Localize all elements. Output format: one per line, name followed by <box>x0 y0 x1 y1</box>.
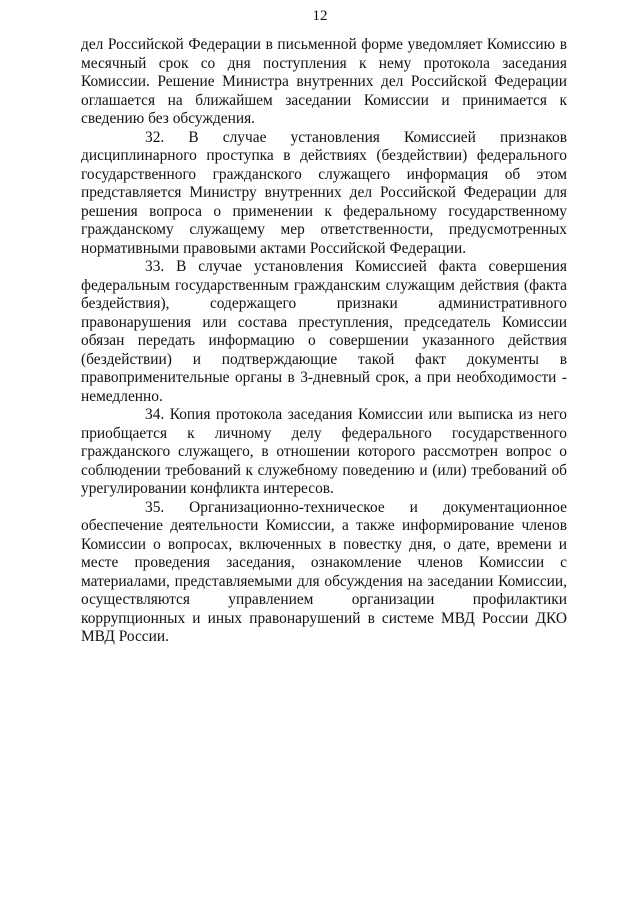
page-number: 12 <box>312 8 328 24</box>
paragraph-34: 34. Копия протокола заседания Комиссии или выписка из него приобщается к личному делу федерального государственного гражданского служащего, в отношении которого рассмотрен вопрос о соблюдении требований к служебному поведению и (или) требований об урегулировании конфликта интересов. <box>81 406 567 497</box>
paragraph-continuation: дел Российской Федерации в письменной форме уведомляет Комиссию в месячный срок со дня поступления к нему протокола заседания Комиссии. Решение Министра внутренних дел Российской Федерации оглашается на ближайшем заседании Комиссии и принимается к сведению без обсуждения. <box>81 36 567 127</box>
paragraph-35: 35. Организационно-техническое и документационное обеспечение деятельности Комиссии, а также информирование членов Комиссии о вопросах, включенных в повестку дня, о дате, времени и месте проведения заседания, ознакомление членов Комиссии с материалами, представляемыми для обсуждения на заседании Комиссии, осуществляются управлением организации профилактики коррупционных и иных правонарушений в системе МВД России ДКО МВД России. <box>81 498 567 645</box>
document-body <box>81 36 567 647</box>
paragraph-32: 32. В случае установления Комиссией признаков дисциплинарного проступка в действиях (бездействии) федерального государственного гражданского служащего информация об этом представляется Министру внутренних дел Российской Федерации для решения вопроса о применении к федеральному государственному гражданскому служащему мер ответственности, предусмотренных нормативными правовыми актами Российской Федерации. <box>81 128 567 257</box>
paragraph-33: 33. В случае установления Комиссией факта совершения федеральным государственным гражданским служащим действия (факта бездействия), содержащего признаки административного правонарушения или состава преступления, председатель Комиссии обязан передать информацию о совершении указанного действия (бездействии) и подтверждающие такой факт документы в правоприменительные органы в 3-дневный срок, а при необходимости - немедленно. <box>81 258 567 405</box>
